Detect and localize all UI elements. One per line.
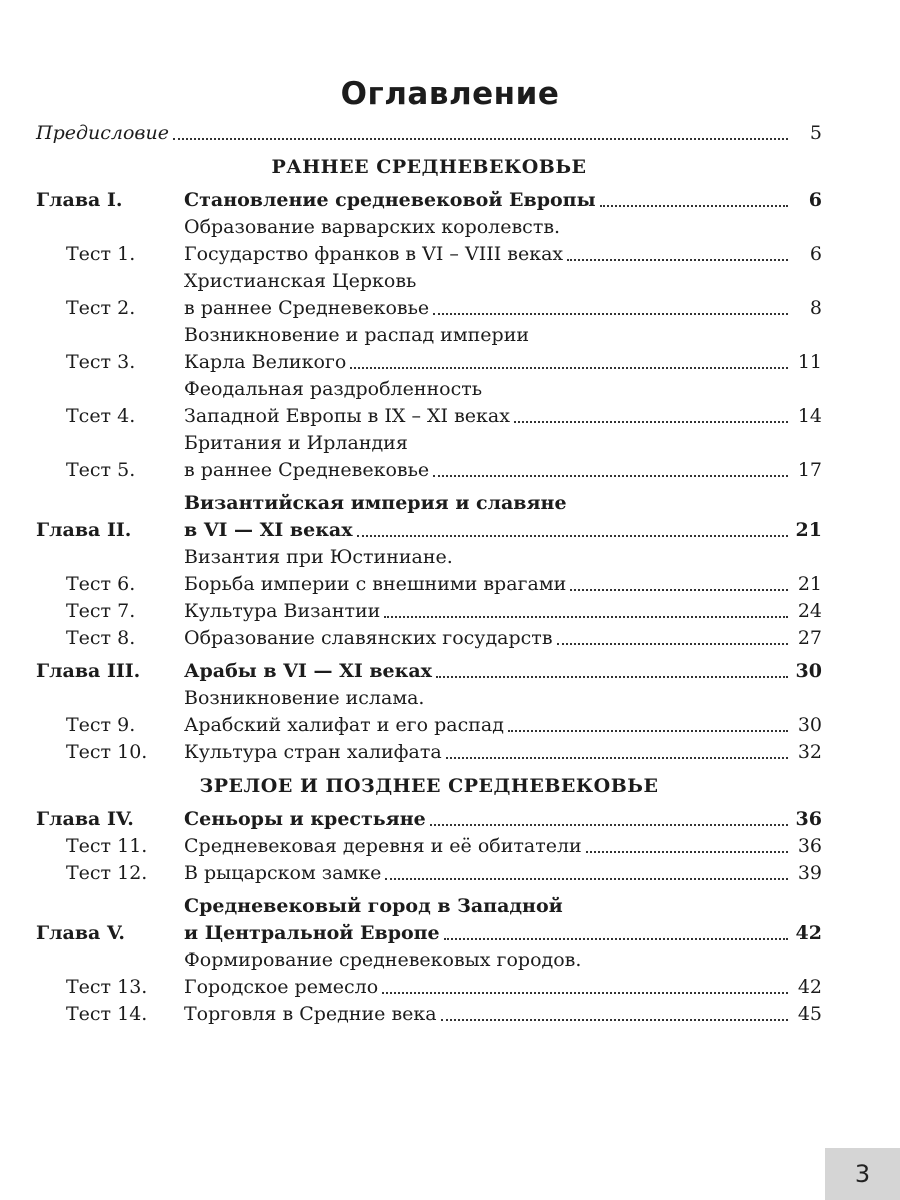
- entry-title-line: Западной Европы в IX – XI веках: [184, 405, 510, 427]
- preface-page: 5: [809, 122, 822, 144]
- entry-title-line: Средневековый город в Западной: [184, 895, 563, 917]
- entry-page-number: 42: [795, 922, 822, 944]
- table-of-contents: [36, 120, 822, 1028]
- entry-page-number: 27: [797, 627, 822, 649]
- test-label: Тест 6.: [66, 573, 136, 595]
- chapter-label: Глава V.: [36, 922, 125, 944]
- toc-preface-row: [36, 120, 822, 147]
- dot-leader: [514, 421, 788, 423]
- test-label: Тест 3.: [66, 351, 136, 373]
- dot-leader: [586, 851, 788, 853]
- test-label: Тест 9.: [66, 714, 136, 736]
- toc-test-row: [36, 598, 822, 625]
- toc-chapter-row: [36, 490, 822, 544]
- test-label: Тест 2.: [66, 297, 136, 319]
- toc-test-row: [36, 1001, 822, 1028]
- entry-title-line: Борьба империи с внешними врагами: [184, 573, 567, 595]
- toc-test-row: [36, 625, 822, 652]
- entry-title-line: Арабский халифат и его распад: [184, 714, 504, 736]
- toc-chapter-row: [36, 893, 822, 947]
- chapter-label: Глава IV.: [36, 808, 134, 830]
- entry-title-line: Средневековая деревня и её обитатели: [184, 835, 582, 857]
- entry-title-line: Городское ремесло: [184, 976, 379, 998]
- entry-title-line: и Центральной Европе: [184, 922, 440, 944]
- toc-chapter-row: [36, 806, 822, 833]
- dot-leader: [173, 138, 788, 140]
- toc-test-row: [36, 739, 822, 766]
- entry-page-number: 6: [809, 243, 822, 265]
- page-number-tab: [825, 1148, 900, 1200]
- dot-leader: [570, 589, 788, 591]
- entry-title-line: в раннее Средневековье: [184, 297, 430, 319]
- entry-title-line: Образование славянских государств: [184, 627, 553, 649]
- entry-title-line: Становление средневековой Европы: [184, 189, 596, 211]
- dot-leader: [567, 259, 788, 261]
- toc-test-row: [36, 947, 822, 1001]
- entry-page-number: 8: [809, 297, 822, 319]
- test-label: Тест 1.: [66, 243, 136, 265]
- toc-test-row: [36, 860, 822, 887]
- page-title: Оглавление: [340, 76, 560, 112]
- entry-page-number: 6: [808, 189, 822, 211]
- section-heading: ЗРЕЛОЕ И ПОЗДНЕЕ СРЕДНЕВЕКОВЬЕ: [199, 775, 659, 797]
- entry-title-line: Сеньоры и крестьяне: [184, 808, 426, 830]
- section-heading: РАННЕЕ СРЕДНЕВЕКОВЬЕ: [271, 156, 587, 178]
- dot-leader: [446, 757, 788, 759]
- dot-leader: [433, 475, 788, 477]
- dot-leader: [382, 992, 788, 994]
- entry-title-line: Образование варварских королевств.: [184, 216, 561, 238]
- entry-page-number: 30: [795, 660, 822, 682]
- page-number: 3: [854, 1160, 871, 1188]
- entry-title-line: Византийская империя и славяне: [184, 492, 567, 514]
- chapter-label: Глава III.: [36, 660, 141, 682]
- toc-test-row: [36, 376, 822, 430]
- entry-title-line: В рыцарском замке: [184, 862, 382, 884]
- entry-title-line: Карла Великого: [184, 351, 347, 373]
- entry-title-line: Возникновение и распад империи: [184, 324, 530, 346]
- toc-chapter-row: [36, 187, 822, 214]
- dot-leader: [350, 367, 788, 369]
- dot-leader: [384, 616, 788, 618]
- entry-page-number: 39: [797, 862, 822, 884]
- entry-title-line: Торговля в Средние века: [184, 1003, 437, 1025]
- dot-leader: [385, 878, 788, 880]
- test-label: Тест 8.: [66, 627, 136, 649]
- entry-title-line: Христианская Церковь: [184, 270, 417, 292]
- dot-leader: [357, 535, 788, 537]
- test-label: Тест 14.: [66, 1003, 148, 1025]
- test-label: Тест 5.: [66, 459, 136, 481]
- entry-page-number: 32: [797, 741, 822, 763]
- entry-page-number: 14: [797, 405, 822, 427]
- toc-chapter-row: [36, 658, 822, 685]
- entry-page-number: 30: [797, 714, 822, 736]
- entry-title-line: Возникновение ислама.: [184, 687, 425, 709]
- entry-title-line: в раннее Средневековье: [184, 459, 430, 481]
- chapter-label: Глава I.: [36, 189, 123, 211]
- entry-title-line: Государство франков в VI – VIII веках: [184, 243, 564, 265]
- entry-title-line: Византия при Юстиниане.: [184, 546, 453, 568]
- entry-title-line: Культура стран халифата: [184, 741, 442, 763]
- dot-leader: [508, 730, 788, 732]
- dot-leader: [600, 205, 788, 207]
- entry-page-number: 45: [797, 1003, 822, 1025]
- entry-page-number: 21: [795, 519, 822, 541]
- toc-test-row: [36, 544, 822, 598]
- entry-title-line: Формирование средневековых городов.: [184, 949, 582, 971]
- dot-leader: [430, 824, 788, 826]
- dot-leader: [433, 313, 788, 315]
- entry-title-line: Британия и Ирландия: [184, 432, 408, 454]
- test-label: Тест 11.: [66, 835, 148, 857]
- chapter-label: Глава II.: [36, 519, 132, 541]
- entry-page-number: 36: [797, 835, 822, 857]
- toc-test-row: [36, 685, 822, 739]
- entry-title-line: в VI — XI веках: [184, 519, 353, 541]
- entry-title-line: Феодальная раздробленность: [184, 378, 483, 400]
- dot-leader: [557, 643, 788, 645]
- entry-page-number: 42: [797, 976, 822, 998]
- entry-page-number: 24: [797, 600, 822, 622]
- toc-test-row: [36, 268, 822, 322]
- preface-label: Предисловие: [36, 122, 169, 144]
- entry-title-line: Арабы в VI — XI веках: [184, 660, 432, 682]
- toc-test-row: [36, 833, 822, 860]
- dot-leader: [441, 1019, 788, 1021]
- dot-leader: [436, 676, 788, 678]
- toc-test-row: [36, 322, 822, 376]
- entry-page-number: 36: [795, 808, 822, 830]
- toc-test-row: [36, 430, 822, 484]
- entry-page-number: 21: [797, 573, 822, 595]
- entry-page-number: 11: [797, 351, 822, 373]
- test-label: Тест 10.: [66, 741, 148, 763]
- entry-page-number: 17: [797, 459, 822, 481]
- test-label: Тест 7.: [66, 600, 136, 622]
- test-label: Тсет 4.: [66, 405, 136, 427]
- entry-title-line: Культура Византии: [184, 600, 381, 622]
- dot-leader: [444, 938, 788, 940]
- toc-test-row: [36, 214, 822, 268]
- test-label: Тест 13.: [66, 976, 148, 998]
- test-label: Тест 12.: [66, 862, 148, 884]
